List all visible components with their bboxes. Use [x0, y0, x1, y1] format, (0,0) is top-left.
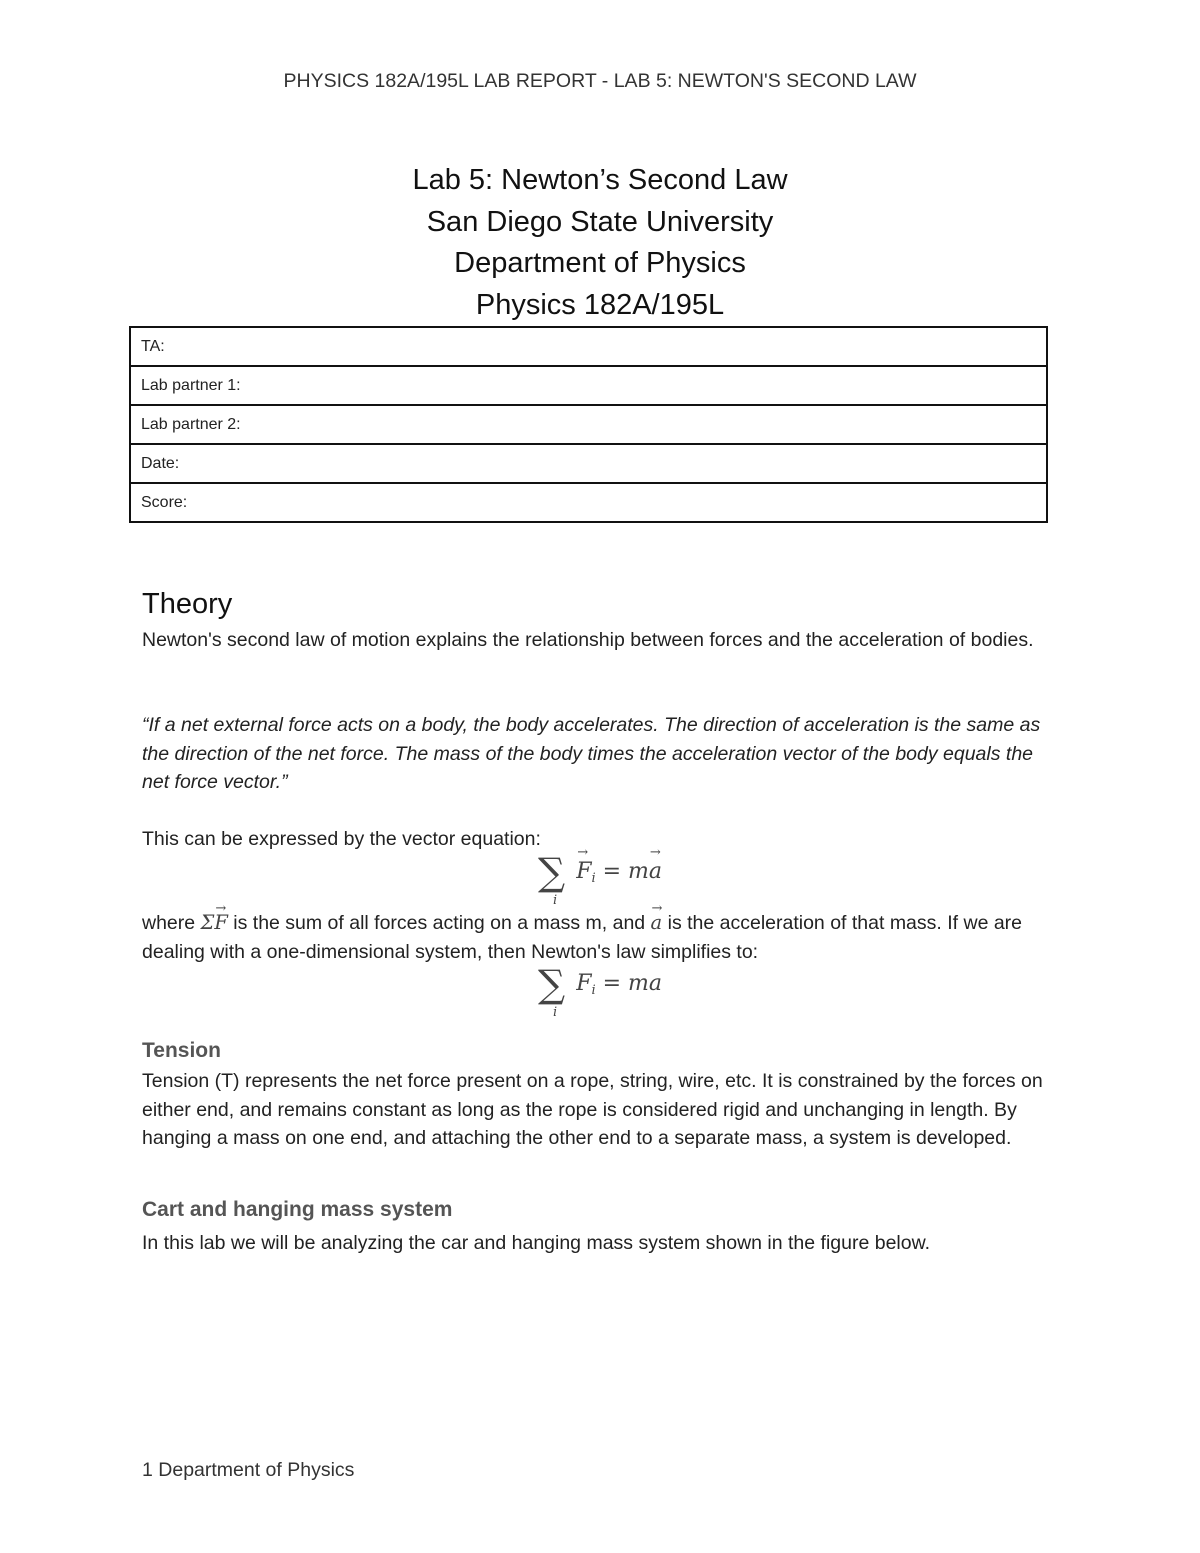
title-department: Department of Physics: [454, 247, 746, 279]
title-university: San Diego State University: [426, 205, 774, 238]
where-text-part-2: is the sum of all forces acting on a mass m, and: [227, 912, 651, 934]
vector-eq-intro: This can be expressed by the vector equation:: [142, 828, 541, 850]
title-course: Physics 182A/195L: [475, 288, 725, 321]
eq2-force-sub: i: [591, 982, 596, 998]
eq1-rhs: = m: [602, 858, 649, 884]
info-cell-partner-2[interactable]: Lab partner 2:: [130, 405, 1047, 444]
info-cell-ta[interactable]: TA:: [130, 327, 1047, 366]
eq1-index: i: [552, 893, 558, 908]
eq2-force: F: [576, 970, 592, 996]
eq1-sigma: ∑: [537, 850, 566, 894]
theory-intro: Newton's second law of motion explains the relationship between forces and the acceleration of bodies.: [142, 629, 1034, 651]
scalar-equation: [0, 962, 1200, 1020]
tension-text: Tension (T) represents the net force present on a rope, string, wire, etc. It is constrained by the forces on either end, and remains constant as long as the rope is considered rigid and unchanging in length. By hanging a mass on one end, and attaching the other end to a separate mass, a system is developed.: [142, 1070, 1043, 1149]
where-text-part-3: is the acceleration of that mass. If we are dealing with a one-dimensional system, then Newton's law simplifies to:: [142, 912, 1023, 963]
where-a-symbol: → a: [651, 909, 663, 938]
where-sum-symbol: Σ: [200, 911, 215, 934]
info-row-ta: [130, 327, 1047, 366]
vector-equation: [0, 850, 1200, 908]
info-cell-date[interactable]: Date:: [130, 444, 1047, 483]
eq1-force: → F: [576, 859, 591, 884]
where-text: [142, 909, 1062, 966]
theory-heading: Theory: [142, 588, 233, 620]
eq2-sigma: ∑: [537, 962, 566, 1006]
info-row-date: [130, 444, 1047, 483]
theory-quote: “If a net external force acts on a body, the body accelerates. The direction of acceleration is the same as the direction of the net force. The mass of the body times the acceleration vector of the body equals the net force vector.”: [142, 714, 1041, 793]
info-cell-score[interactable]: Score:: [130, 483, 1047, 522]
page-footer: 1 Department of Physics: [142, 1459, 355, 1481]
eq1-force-sub: i: [591, 870, 596, 886]
info-row-partner-2: [130, 405, 1047, 444]
where-f-symbol: → F: [214, 909, 228, 938]
tension-heading: Tension: [142, 1039, 221, 1062]
info-table: [129, 326, 1048, 523]
cart-system-text: In this lab we will be analyzing the car and hanging mass system shown in the figure below.: [142, 1232, 931, 1254]
title-block: [0, 160, 1200, 326]
title-lab: Lab 5: Newton’s Second Law: [412, 164, 788, 196]
info-row-score: [130, 483, 1047, 522]
cart-system-heading: Cart and hanging mass system: [142, 1198, 453, 1221]
eq1-accel: → a: [649, 859, 662, 884]
eq2-rhs: = ma: [602, 970, 663, 996]
running-header: PHYSICS 182A/195L LAB REPORT - LAB 5: NEWTON'S SECOND LAW: [283, 70, 917, 92]
where-text-part-1: where: [142, 912, 201, 934]
eq2-index: i: [552, 1005, 558, 1020]
info-cell-partner-1[interactable]: Lab partner 1:: [130, 366, 1047, 405]
info-row-partner-1: [130, 366, 1047, 405]
